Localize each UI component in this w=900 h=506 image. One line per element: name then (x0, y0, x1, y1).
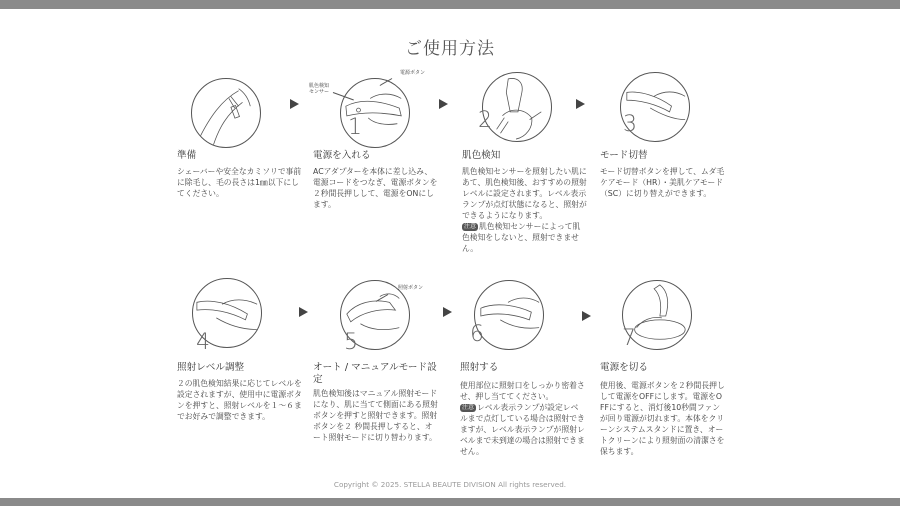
step-3-heading: モード切替 (600, 150, 648, 161)
step-0-body (177, 166, 302, 199)
fire-button-callout: 照射ボタン (398, 285, 424, 291)
copyright-footer: Copyright © 2025. STELLA BEAUTE DIVISION All rights reserved. (333, 480, 567, 489)
step-2-text: 肌色検知センサーを照射したい肌にあて、肌色検知後、おすすめの照射レベルに設定されます。レベル表示ランプが点灯状態になると、照射ができるようになります。 (462, 167, 587, 220)
step-6-heading: 照射する (460, 362, 499, 373)
step-6-text: 使用部位に照射口をしっかり密着させ、押し当ててください。 (460, 381, 585, 401)
step-0-illustration (191, 78, 261, 148)
skin-sensor-callout (309, 83, 329, 95)
step-6-body (460, 380, 585, 457)
bottom-bar (0, 498, 900, 506)
step-number: 2 (478, 108, 492, 133)
irradiate-icon (475, 281, 543, 349)
top-bar (0, 0, 900, 9)
arrow-icon (582, 311, 591, 321)
step-number: 6 (470, 322, 484, 347)
step-7-heading: 電源を切る (600, 362, 648, 373)
shaving-arm-icon (192, 79, 260, 147)
arrow-icon (299, 307, 308, 317)
caution-badge: 注意 (462, 404, 475, 411)
step-7-text: 使用後、電源ボタンを２秒間長押しして電源をOFFにします。電源をOFFにすると、消灯後10秒間ファンが回り電源が切れます。本体をクリーンシステムスタンドに置き、オートクリーンにより照射面の清潔さを保ちます。 (600, 381, 725, 456)
step-number: 3 (623, 112, 637, 137)
step-number: 1 (348, 115, 362, 140)
skin-sensor-callout-line1: 肌色検知 (309, 83, 330, 89)
step-6-illustration (474, 280, 544, 350)
step-number: 5 (344, 330, 358, 355)
step-number: 4 (196, 330, 210, 355)
step-1-body (313, 166, 438, 210)
step-0-heading: 準備 (177, 150, 197, 161)
step-2-body (462, 166, 587, 254)
arrow-icon (576, 99, 585, 109)
arrow-icon (290, 99, 299, 109)
step-4-body (177, 378, 302, 422)
hand-holding-device-icon (483, 73, 551, 141)
step-4-heading: 照射レベル調整 (177, 362, 245, 373)
arrow-icon (439, 99, 448, 109)
skin-sensor-callout-line2: センサー (309, 89, 330, 95)
step-1-heading: 電源を入れる (313, 150, 371, 161)
step-5-body (313, 388, 438, 443)
step-5-heading: オート / マニュアルモード設定 (313, 362, 437, 385)
step-0-text: シェーバーや安全なカミソリで事前に除毛し、毛の長さは1㎜以下にしてください。 (177, 167, 302, 198)
step-1-text: ACアダプターを本体に差し込み、電源コードをつなぎ、電源ボタンを２秒間長押しして、電源をONにします。 (313, 167, 438, 209)
step-number: 7 (622, 326, 636, 351)
page-title: ご使用方法 (405, 39, 495, 59)
step-3-text: モード切替ボタンを押して、ムダ毛ケアモード（HR）・美肌ケアモード（SC）に切り替えができます。 (600, 167, 725, 198)
step-7-body (600, 380, 725, 457)
step-4-text: ２の肌色検知結果に応じてレベルを設定されますが、使用中に電源ボタンを押すと、照射レベルを１～６までお好みで調整できます。 (177, 379, 302, 421)
step-2-note: 肌色検知センサーによって肌色検知をしないと、照射できません。 (462, 222, 581, 253)
power-button-callout: 電源ボタン (400, 70, 426, 76)
step-3-body (600, 166, 725, 199)
arrow-icon (443, 307, 452, 317)
step-5-text: 肌色検知後はマニュアル照射モードになり、肌に当てて側面にある照射ボタンを押すと照射できます。照射ボタンを２ 秒間長押しすると、オート照射モードに切り替わります。 (313, 389, 438, 442)
step-6-note: レベル表示ランプが設定レベルまで点灯している場合は照射できますが、レベル表示ランプが照射レベルまで未到達の場合は照射できません。 (460, 403, 585, 456)
caution-badge: 注意 (464, 223, 477, 230)
step-2-heading: 肌色検知 (462, 150, 501, 161)
step-2-illustration (482, 72, 552, 142)
